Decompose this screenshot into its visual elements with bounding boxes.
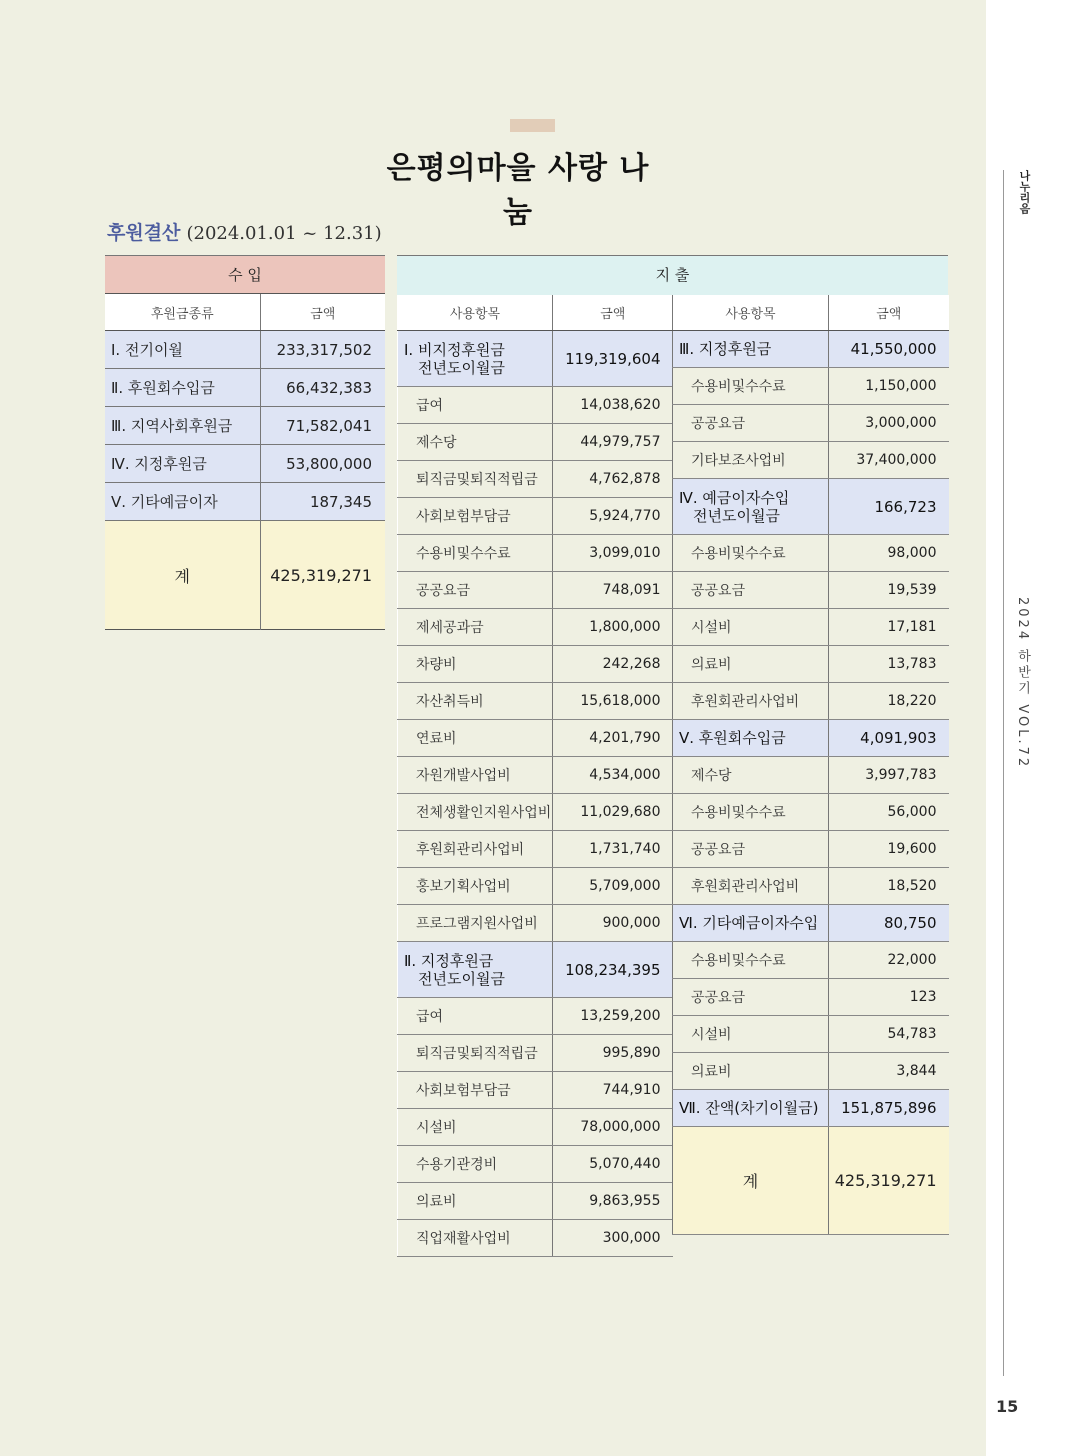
expense-item-amount: 54,783 — [829, 1016, 949, 1053]
expense-item-name — [673, 609, 829, 646]
expense-group-row — [673, 479, 949, 535]
side-issue-label: 2024 하반기 VOL.72 — [1015, 597, 1030, 770]
side-divider — [1003, 170, 1004, 1376]
section-period: (2024.01.01 ~ 12.31) — [186, 223, 382, 244]
expense-col-item: 사용항목 — [673, 295, 829, 331]
expense-item-amount: 14,038,620 — [553, 387, 673, 424]
expense-item-label: 프로그램지원사업비 — [416, 916, 538, 932]
expense-item-amount: 1,731,740 — [553, 831, 673, 868]
expense-item-name — [398, 387, 553, 424]
expense-item-amount: 18,520 — [829, 868, 949, 905]
expense-item-amount: 9,863,955 — [553, 1183, 673, 1220]
expense-row — [673, 442, 949, 479]
expense-item-label: 시설비 — [691, 620, 732, 636]
expense-item-name — [398, 868, 553, 905]
expense-item-name — [398, 331, 553, 387]
expense-item-label: 후원회관리사업비 — [691, 879, 800, 895]
expense-item-label: 후원회관리사업비 — [416, 842, 525, 858]
expense-item-label: 계 — [742, 1172, 759, 1191]
expense-item-amount: 4,534,000 — [553, 757, 673, 794]
expense-item-name — [673, 479, 829, 535]
expense-item-amount: 37,400,000 — [829, 442, 949, 479]
expense-row — [398, 461, 673, 498]
expense-group-row — [398, 942, 673, 998]
expense-row — [673, 868, 949, 905]
expense-row — [398, 646, 673, 683]
expense-item-label: 수용기관경비 — [416, 1157, 498, 1173]
income-item-amount: 187,345 — [260, 483, 385, 521]
expense-item-name — [673, 442, 829, 479]
expense-item-name — [398, 609, 553, 646]
expense-row — [398, 831, 673, 868]
expense-item-amount: 78,000,000 — [553, 1109, 673, 1146]
expense-item-name — [673, 979, 829, 1016]
income-row — [105, 407, 385, 445]
expense-item-label: 공공요금 — [416, 583, 471, 599]
expense-item-amount: 119,319,604 — [553, 331, 673, 387]
section-title-main: 후원결산 — [107, 222, 181, 244]
expense-item-name — [398, 1072, 553, 1109]
expense-item-name — [398, 1146, 553, 1183]
expense-item-name — [673, 368, 829, 405]
expense-item-label: 의료비 — [691, 1064, 732, 1080]
expense-item-name — [673, 868, 829, 905]
expense-group-row — [673, 905, 949, 942]
expense-item-amount: 300,000 — [553, 1220, 673, 1257]
expense-right-column — [672, 295, 949, 1235]
expense-item-label: Ⅵ. 기타예금이자수입 — [679, 914, 819, 932]
expense-row — [673, 1053, 949, 1090]
expense-item-amount: 41,550,000 — [829, 331, 949, 368]
expense-row — [398, 1072, 673, 1109]
expense-item-amount: 4,201,790 — [553, 720, 673, 757]
expense-col-amount: 금액 — [553, 295, 673, 331]
income-item-amount: 66,432,383 — [260, 369, 385, 407]
expense-item-label: 차량비 — [416, 657, 457, 673]
expense-right-table — [672, 295, 949, 1235]
expense-item-name — [398, 1035, 553, 1072]
expense-item-amount: 166,723 — [829, 479, 949, 535]
expense-item-name — [398, 572, 553, 609]
income-item-name: Ⅴ. 기타예금이자 — [105, 483, 260, 521]
expense-item-name — [673, 1127, 829, 1235]
expense-item-amount: 3,000,000 — [829, 405, 949, 442]
expense-item-name — [398, 831, 553, 868]
expense-item-label: 연료비 — [416, 731, 457, 747]
expense-item-label: Ⅰ. 비지정후원금 — [404, 340, 505, 359]
expense-row — [398, 609, 673, 646]
expense-item-name — [398, 424, 553, 461]
expense-item-name — [673, 831, 829, 868]
expense-row — [398, 498, 673, 535]
expense-item-name — [398, 1220, 553, 1257]
expense-item-label: 사회보험부담금 — [416, 1083, 511, 1099]
side-brand: 나누리음 — [1018, 170, 1031, 214]
expense-item-amount: 1,800,000 — [553, 609, 673, 646]
expense-col-amount: 금액 — [829, 295, 949, 331]
expense-item-label-sub: 전년도이월금 — [693, 506, 780, 525]
expense-item-label: 직업재활사업비 — [416, 1231, 511, 1247]
expense-row — [398, 905, 673, 942]
expense-item-amount: 5,070,440 — [553, 1146, 673, 1183]
expense-item-label: 제수당 — [416, 435, 457, 451]
expense-item-name — [398, 757, 553, 794]
expense-item-name — [673, 794, 829, 831]
expense-item-label-sub: 전년도이월금 — [418, 969, 505, 988]
expense-item-label: Ⅱ. 지정후원금 — [404, 951, 494, 970]
expense-item-name — [398, 461, 553, 498]
expense-item-name — [673, 1053, 829, 1090]
expense-item-name — [398, 498, 553, 535]
expense-item-label: 의료비 — [691, 657, 732, 673]
expense-item-name — [673, 942, 829, 979]
expense-row — [673, 683, 949, 720]
expense-item-name — [673, 720, 829, 757]
income-item-amount: 53,800,000 — [260, 445, 385, 483]
expense-item-amount: 242,268 — [553, 646, 673, 683]
expense-row — [673, 757, 949, 794]
expense-item-amount: 80,750 — [829, 905, 949, 942]
expense-item-name — [398, 905, 553, 942]
expense-row — [398, 424, 673, 461]
expense-row — [673, 535, 949, 572]
income-item-name: Ⅳ. 지정후원금 — [105, 445, 260, 483]
expense-item-label: 사회보험부담금 — [416, 509, 511, 525]
expense-item-amount: 19,600 — [829, 831, 949, 868]
expense-item-name — [673, 331, 829, 368]
expense-item-label: 공공요금 — [691, 416, 746, 432]
expense-item-amount: 995,890 — [553, 1035, 673, 1072]
expense-item-amount: 5,709,000 — [553, 868, 673, 905]
expense-left-column — [397, 295, 673, 1257]
expense-item-amount: 13,783 — [829, 646, 949, 683]
expense-item-name — [673, 572, 829, 609]
expense-row — [398, 868, 673, 905]
expense-item-label: 수용비및수수료 — [691, 953, 786, 969]
expense-item-amount: 5,924,770 — [553, 498, 673, 535]
income-total-row — [105, 521, 385, 630]
expense-item-name — [673, 683, 829, 720]
expense-group-row — [398, 331, 673, 387]
expense-item-label: 시설비 — [691, 1027, 732, 1043]
expense-item-amount: 123 — [829, 979, 949, 1016]
expense-header: 지 출 — [397, 255, 948, 296]
section-title — [107, 218, 382, 245]
expense-item-label: 후원회관리사업비 — [691, 694, 800, 710]
expense-row — [398, 1109, 673, 1146]
expense-item-name — [398, 942, 553, 998]
income-table — [105, 255, 385, 630]
expense-item-name — [673, 535, 829, 572]
expense-item-name — [673, 405, 829, 442]
expense-item-amount: 44,979,757 — [553, 424, 673, 461]
expense-row — [673, 979, 949, 1016]
expense-col-item: 사용항목 — [398, 295, 553, 331]
expense-item-label: 수용비및수수료 — [691, 379, 786, 395]
expense-item-amount: 425,319,271 — [829, 1127, 949, 1235]
expense-item-name — [673, 905, 829, 942]
expense-item-label: Ⅶ. 잔액(차기이월금) — [679, 1099, 819, 1117]
expense-item-name — [673, 757, 829, 794]
expense-item-name — [398, 998, 553, 1035]
income-col-type: 후원금종류 — [105, 294, 260, 331]
income-header: 수 입 — [105, 256, 385, 294]
expense-row — [398, 1146, 673, 1183]
expense-item-label: 의료비 — [416, 1194, 457, 1210]
expense-item-name — [398, 683, 553, 720]
expense-item-name — [398, 1109, 553, 1146]
income-total-amount: 425,319,271 — [260, 521, 385, 630]
expense-item-label: 시설비 — [416, 1120, 457, 1136]
expense-item-name — [398, 720, 553, 757]
expense-item-label: Ⅴ. 후원회수입금 — [679, 729, 786, 747]
expense-item-label: 공공요금 — [691, 842, 746, 858]
expense-item-amount: 3,997,783 — [829, 757, 949, 794]
expense-item-amount: 151,875,896 — [829, 1090, 949, 1127]
expense-row — [398, 572, 673, 609]
expense-item-label: 자산취득비 — [416, 694, 484, 710]
expense-row — [673, 405, 949, 442]
expense-item-amount: 900,000 — [553, 905, 673, 942]
expense-item-amount: 98,000 — [829, 535, 949, 572]
expense-item-amount: 3,099,010 — [553, 535, 673, 572]
expense-item-amount: 3,844 — [829, 1053, 949, 1090]
expense-item-amount: 19,539 — [829, 572, 949, 609]
expense-item-name — [673, 646, 829, 683]
expense-row — [398, 387, 673, 424]
expense-item-label: 자원개발사업비 — [416, 768, 511, 784]
expense-row — [398, 1035, 673, 1072]
expense-total-row — [673, 1127, 949, 1235]
expense-item-name — [398, 794, 553, 831]
expense-row — [673, 831, 949, 868]
expense-group-row — [673, 720, 949, 757]
expense-item-amount: 18,220 — [829, 683, 949, 720]
expense-item-label: 수용비및수수료 — [691, 805, 786, 821]
expense-item-label: 급여 — [416, 398, 444, 414]
income-row — [105, 331, 385, 369]
expense-item-label: 수용비및수수료 — [691, 546, 786, 562]
expense-row — [398, 683, 673, 720]
expense-item-amount: 108,234,395 — [553, 942, 673, 998]
income-col-amount: 금액 — [260, 294, 385, 331]
expense-row — [673, 368, 949, 405]
income-item-name: Ⅱ. 후원회수입금 — [105, 369, 260, 407]
expense-row — [398, 720, 673, 757]
expense-row — [673, 609, 949, 646]
expense-item-label: 퇴직금및퇴직적립금 — [416, 472, 538, 488]
expense-row — [398, 535, 673, 572]
expense-item-label: 급여 — [416, 1009, 444, 1025]
expense-item-label: Ⅳ. 예금이자수입 — [679, 488, 790, 507]
expense-item-name — [398, 1183, 553, 1220]
expense-item-label: Ⅲ. 지정후원금 — [679, 340, 772, 358]
expense-row — [673, 572, 949, 609]
expense-row — [398, 998, 673, 1035]
expense-item-label: 기타보조사업비 — [691, 453, 786, 469]
income-row — [105, 445, 385, 483]
expense-item-amount: 13,259,200 — [553, 998, 673, 1035]
expense-left-table — [397, 295, 673, 1257]
expense-row — [398, 757, 673, 794]
income-row — [105, 369, 385, 407]
income-item-amount: 71,582,041 — [260, 407, 385, 445]
expense-group-row — [673, 1090, 949, 1127]
page-number: 15 — [996, 1397, 1019, 1416]
expense-item-name — [398, 646, 553, 683]
title-accent-bar — [510, 119, 555, 132]
expense-item-amount: 17,181 — [829, 609, 949, 646]
expense-item-label: 공공요금 — [691, 990, 746, 1006]
expense-item-label: 홍보기획사업비 — [416, 879, 511, 895]
expense-item-label: 퇴직금및퇴직적립금 — [416, 1046, 538, 1062]
expense-item-label: 수용비및수수료 — [416, 546, 511, 562]
expense-item-label: 제세공과금 — [416, 620, 484, 636]
expense-item-amount: 4,091,903 — [829, 720, 949, 757]
expense-row — [673, 646, 949, 683]
expense-item-amount: 56,000 — [829, 794, 949, 831]
expense-row — [673, 1016, 949, 1053]
expense-item-name — [673, 1016, 829, 1053]
income-row — [105, 483, 385, 521]
expense-row — [673, 942, 949, 979]
expense-row — [398, 794, 673, 831]
expense-item-amount: 1,150,000 — [829, 368, 949, 405]
expense-group-row — [673, 331, 949, 368]
expense-item-label-sub: 전년도이월금 — [418, 358, 505, 377]
page-title: 은평의마을 사랑 나눔 — [386, 151, 650, 230]
income-total-label: 계 — [105, 521, 260, 630]
expense-item-amount: 4,762,878 — [553, 461, 673, 498]
income-item-name: Ⅲ. 지역사회후원금 — [105, 407, 260, 445]
expense-item-amount: 22,000 — [829, 942, 949, 979]
expense-item-label: 공공요금 — [691, 583, 746, 599]
expense-item-label: 전체생활인지원사업비 — [416, 805, 552, 821]
expense-item-amount: 15,618,000 — [553, 683, 673, 720]
expense-item-amount: 744,910 — [553, 1072, 673, 1109]
expense-item-name — [673, 1090, 829, 1127]
expense-row — [398, 1183, 673, 1220]
expense-item-amount: 11,029,680 — [553, 794, 673, 831]
expense-item-label: 제수당 — [691, 768, 732, 784]
income-item-name: Ⅰ. 전기이월 — [105, 331, 260, 369]
income-item-amount: 233,317,502 — [260, 331, 385, 369]
expense-row — [673, 794, 949, 831]
expense-item-name — [398, 535, 553, 572]
expense-row — [398, 1220, 673, 1257]
expense-item-amount: 748,091 — [553, 572, 673, 609]
